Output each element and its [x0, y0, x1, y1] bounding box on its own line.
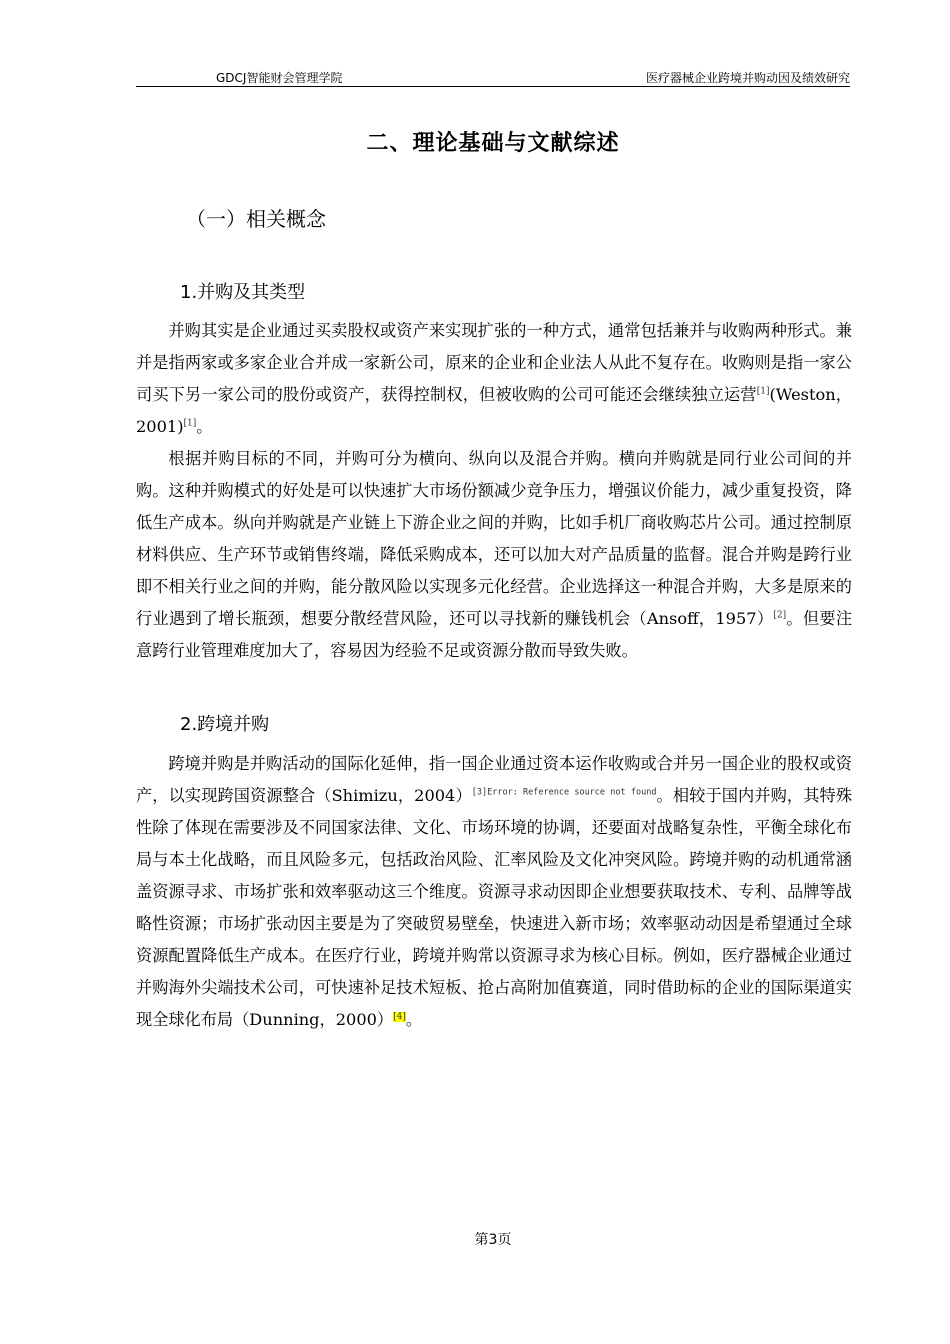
- page-header: [136, 68, 850, 87]
- reference-marker-highlighted: [4]: [393, 1011, 406, 1022]
- reference-marker: [1]: [756, 386, 770, 397]
- paragraph-text: 并购其实是企业通过买卖股权或资产来实现扩张的一种方式，通常包括兼并与收购两种形式。兼并是指两家或多家企业合并成一家新公司，原来的企业和企业法人从此不复存在。收购则是指一家公司买下另一家公司的股份或资产，获得控制权，但被收购的公司可能还会继续独立运营: [136, 321, 852, 404]
- paragraph-cross-border: [136, 748, 852, 1036]
- header-school: GDCJ智能财会管理学院: [216, 71, 343, 85]
- section-heading: （一）相关概念: [186, 207, 326, 231]
- page-number: 第3页: [474, 1232, 512, 1248]
- paragraph-end: 。: [405, 1010, 423, 1029]
- reference-marker: [1]: [183, 418, 197, 429]
- paragraph-ma-types: [136, 443, 852, 667]
- chapter-title: 二、理论基础与文献综述: [366, 131, 620, 156]
- paragraph-end: 。但要注意跨行业管理难度加大了，容易因为经验不足或资源分散而导致失败。: [136, 609, 853, 660]
- paragraph-text: 根据并购目标的不同，并购可分为横向、纵向以及混合并购。横向并购就是同行业公司间的并购。这种并购模式的好处是可以快速扩大市场份额减少竞争压力，增强议价能力，减少重复投资，降低生产成本。纵向并购就是产业链上下游企业之间的并购，比如手机厂商收购芯片公司。通过控制原材料供应、生产环节或销售终端，降低采购成本，还可以加大对产品质量的监督。混合并购是跨行业即不相关行业之间的并购，能分散风险以实现多元化经营。企业选择这一种混合并购，大多是原来的行业遇到了增长瓶颈，想要分散经营风险，还可以寻找新的赚钱机会（Ansoff，1957）: [136, 449, 852, 628]
- paragraph-text-continued: 。相较于国内并购，其特殊性除了体现在需要涉及不同国家法律、文化、市场环境的协调，还要面对战略复杂性，平衡全球化布局与本土化战略，而且风险多元，包括政治风险、汇率风险及文化冲突风险。跨境并购的动机通常涵盖资源寻求、市场扩张和效率驱动这三个维度。资源寻求动因即企业想要获取技术、专利、品牌等战略性资源；市场扩张动因主要是为了突破贸易壁垒，快速进入新市场；效率驱动动因是希望通过全球资源配置降低生产成本。在医疗行业，跨境并购常以资源寻求为核心目标。例如，医疗器械企业通过并购海外尖端技术公司，可快速补足技术短板、抢占高附加值赛道，同时借助标的企业的国际渠道实现全球化布局（Dunning，2000）: [136, 786, 853, 1029]
- reference-marker: [2]: [773, 610, 787, 621]
- subsection-heading-2: 2.跨境并购: [180, 714, 270, 735]
- header-thesis-title: 医疗器械企业跨境并购动因及绩效研究: [645, 71, 850, 85]
- paragraph-end: 。: [196, 417, 213, 436]
- paragraph-text: 跨境并购是并购活动的国际化延伸，指一国企业通过资本运作收购或合并另一国企业的股权或资产，以实现跨国资源整合（Shimizu，2004）: [136, 754, 852, 805]
- paragraph-ma-definition: [136, 315, 852, 443]
- subsection-heading-1: 1.并购及其类型: [180, 282, 306, 303]
- reference-error-marker: [3]Error: Reference source not found: [471, 787, 657, 798]
- citation: (Weston，2001): [136, 385, 852, 436]
